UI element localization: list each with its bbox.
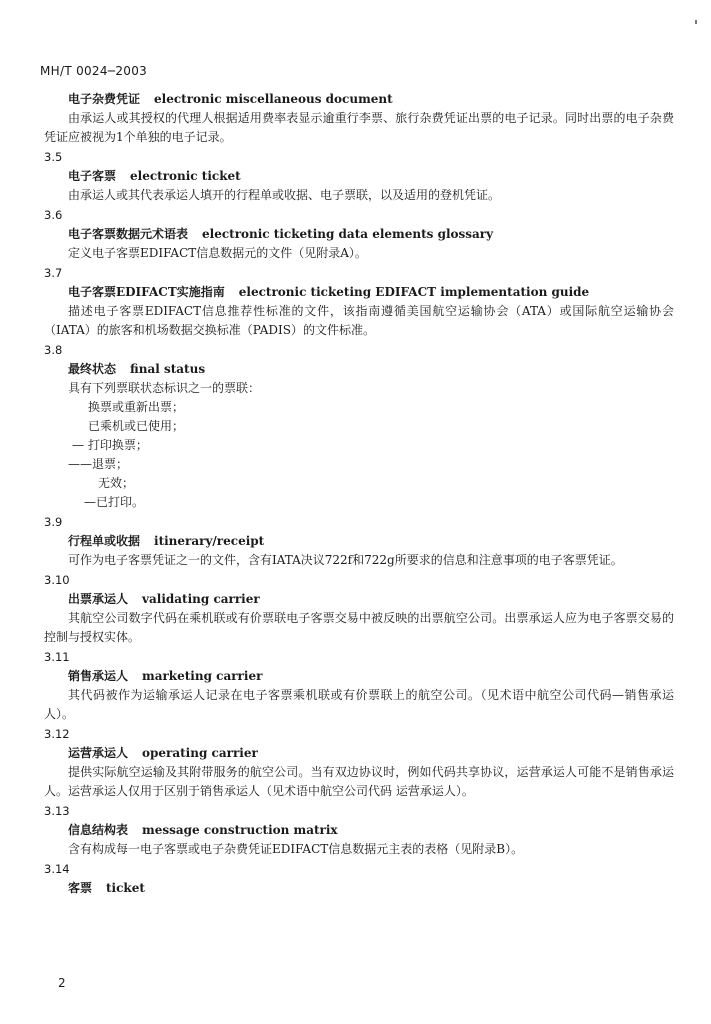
- term-zh: 销售承运人: [68, 669, 129, 683]
- term-zh: 电子客票EDIFACT实施指南: [68, 285, 225, 299]
- term-zh: 行程单或收据: [68, 534, 141, 548]
- term-zh: 运营承运人: [68, 746, 129, 760]
- clause-number: 3.8: [44, 343, 63, 357]
- term-zh: 电子杂费凭证: [68, 92, 141, 106]
- term-heading: [44, 667, 674, 686]
- clause-number: 3.11: [44, 650, 70, 664]
- term-en: electronic ticketing EDIFACT implementation guide: [238, 285, 590, 299]
- clause-number: 3.7: [44, 266, 63, 280]
- clause-number: 3.12: [44, 727, 70, 741]
- term-heading: [44, 90, 674, 109]
- clause-number: 3.14: [44, 862, 70, 876]
- term-en: electronic ticketing data elements glossary: [202, 227, 494, 241]
- clause-number: 3.6: [44, 208, 63, 222]
- definition-text: 由承运人或其代表承运人填开的行程单或收据、电子票联，以及适用的登机凭证。: [68, 188, 501, 202]
- term-heading: [44, 532, 674, 551]
- list-item: 已乘机或已使用；: [88, 419, 185, 433]
- term-en: validating carrier: [142, 592, 260, 606]
- clause-number: 3.9: [44, 515, 63, 529]
- term-en: ticket: [106, 881, 145, 895]
- term-zh: 信息结构表: [68, 823, 129, 837]
- scan-mark: [695, 20, 697, 24]
- definition-text: 由承运人或其授权的代理人根据适用费率表显示逾重行李票、旅行杂费凭证出票的电子记录。同时出票的电子杂费凭证应被视为1个单独的电子记录。: [44, 111, 674, 144]
- term-en: itinerary/receipt: [154, 534, 265, 548]
- definition-text: 其航空公司数字代码在乘机联或有价票联电子客票交易中被反映的出票航空公司。出票承运人应为电子客票交易的控制与授权实体。: [44, 611, 674, 644]
- term-heading: [44, 225, 674, 244]
- list-item: ——退票；: [68, 457, 129, 471]
- term-heading: [44, 821, 674, 840]
- list-item: — 打印换票；: [72, 438, 148, 452]
- term-zh: 客票: [68, 881, 93, 895]
- definition-text: 具有下列票联状态标识之一的票联：: [68, 381, 261, 395]
- clause-number: 3.5: [44, 150, 63, 164]
- term-zh: 出票承运人: [68, 592, 129, 606]
- clause-number: 3.13: [44, 804, 70, 818]
- standard-code: MH/T 0024─2003: [40, 64, 148, 78]
- list-item: 无效；: [98, 476, 135, 490]
- term-en: marketing carrier: [142, 669, 263, 683]
- term-zh: 最终状态: [68, 362, 117, 376]
- definition-text: 可作为电子客票凭证之一的文件，含有IATA决议722f和722g所要求的信息和注意事项的电子客票凭证。: [68, 553, 623, 567]
- term-zh: 电子客票: [68, 169, 117, 183]
- document-body: [44, 90, 674, 898]
- term-en: electronic ticket: [130, 169, 241, 183]
- definition-text: 描述电子客票EDIFACT信息推荐性标准的文件，该指南遵循美国航空运输协会（ATA）或国际航空运输协会（IATA）的旅客和机场数据交换标准（PADIS）的文件标准。: [44, 304, 674, 337]
- term-en: final status: [130, 362, 206, 376]
- definition-text: 其代码被作为运输承运人记录在电子客票乘机联或有价票联上的航空公司。（见术语中航空公司代码—销售承运人）。: [44, 688, 674, 721]
- clause-number: 3.10: [44, 573, 70, 587]
- term-en: message construction matrix: [142, 823, 338, 837]
- definition-text: 定义电子客票EDIFACT信息数据元的文件（见附录A）。: [68, 246, 367, 260]
- list-item: 换票或重新出票；: [88, 400, 185, 414]
- page-number: 2: [58, 976, 66, 990]
- list-item: —已打印。: [84, 495, 145, 509]
- term-en: electronic miscellaneous document: [154, 92, 393, 106]
- definition-text: 提供实际航空运输及其附带服务的航空公司。当有双边协议时，例如代码共享协议，运营承运人可能不是销售承运人。运营承运人仅用于区别于销售承运人（见术语中航空公司代码 运营承运人）。: [44, 765, 674, 798]
- term-heading: [44, 167, 674, 186]
- term-heading: [44, 744, 674, 763]
- term-heading: [44, 360, 674, 379]
- term-heading: [44, 879, 674, 898]
- term-zh: 电子客票数据元术语表: [68, 227, 189, 241]
- definition-text: 含有构成每一电子客票或电子杂费凭证EDIFACT信息数据元主表的表格（见附录B）。: [68, 842, 524, 856]
- term-heading: [44, 283, 674, 302]
- term-heading: [44, 590, 674, 609]
- term-en: operating carrier: [142, 746, 258, 760]
